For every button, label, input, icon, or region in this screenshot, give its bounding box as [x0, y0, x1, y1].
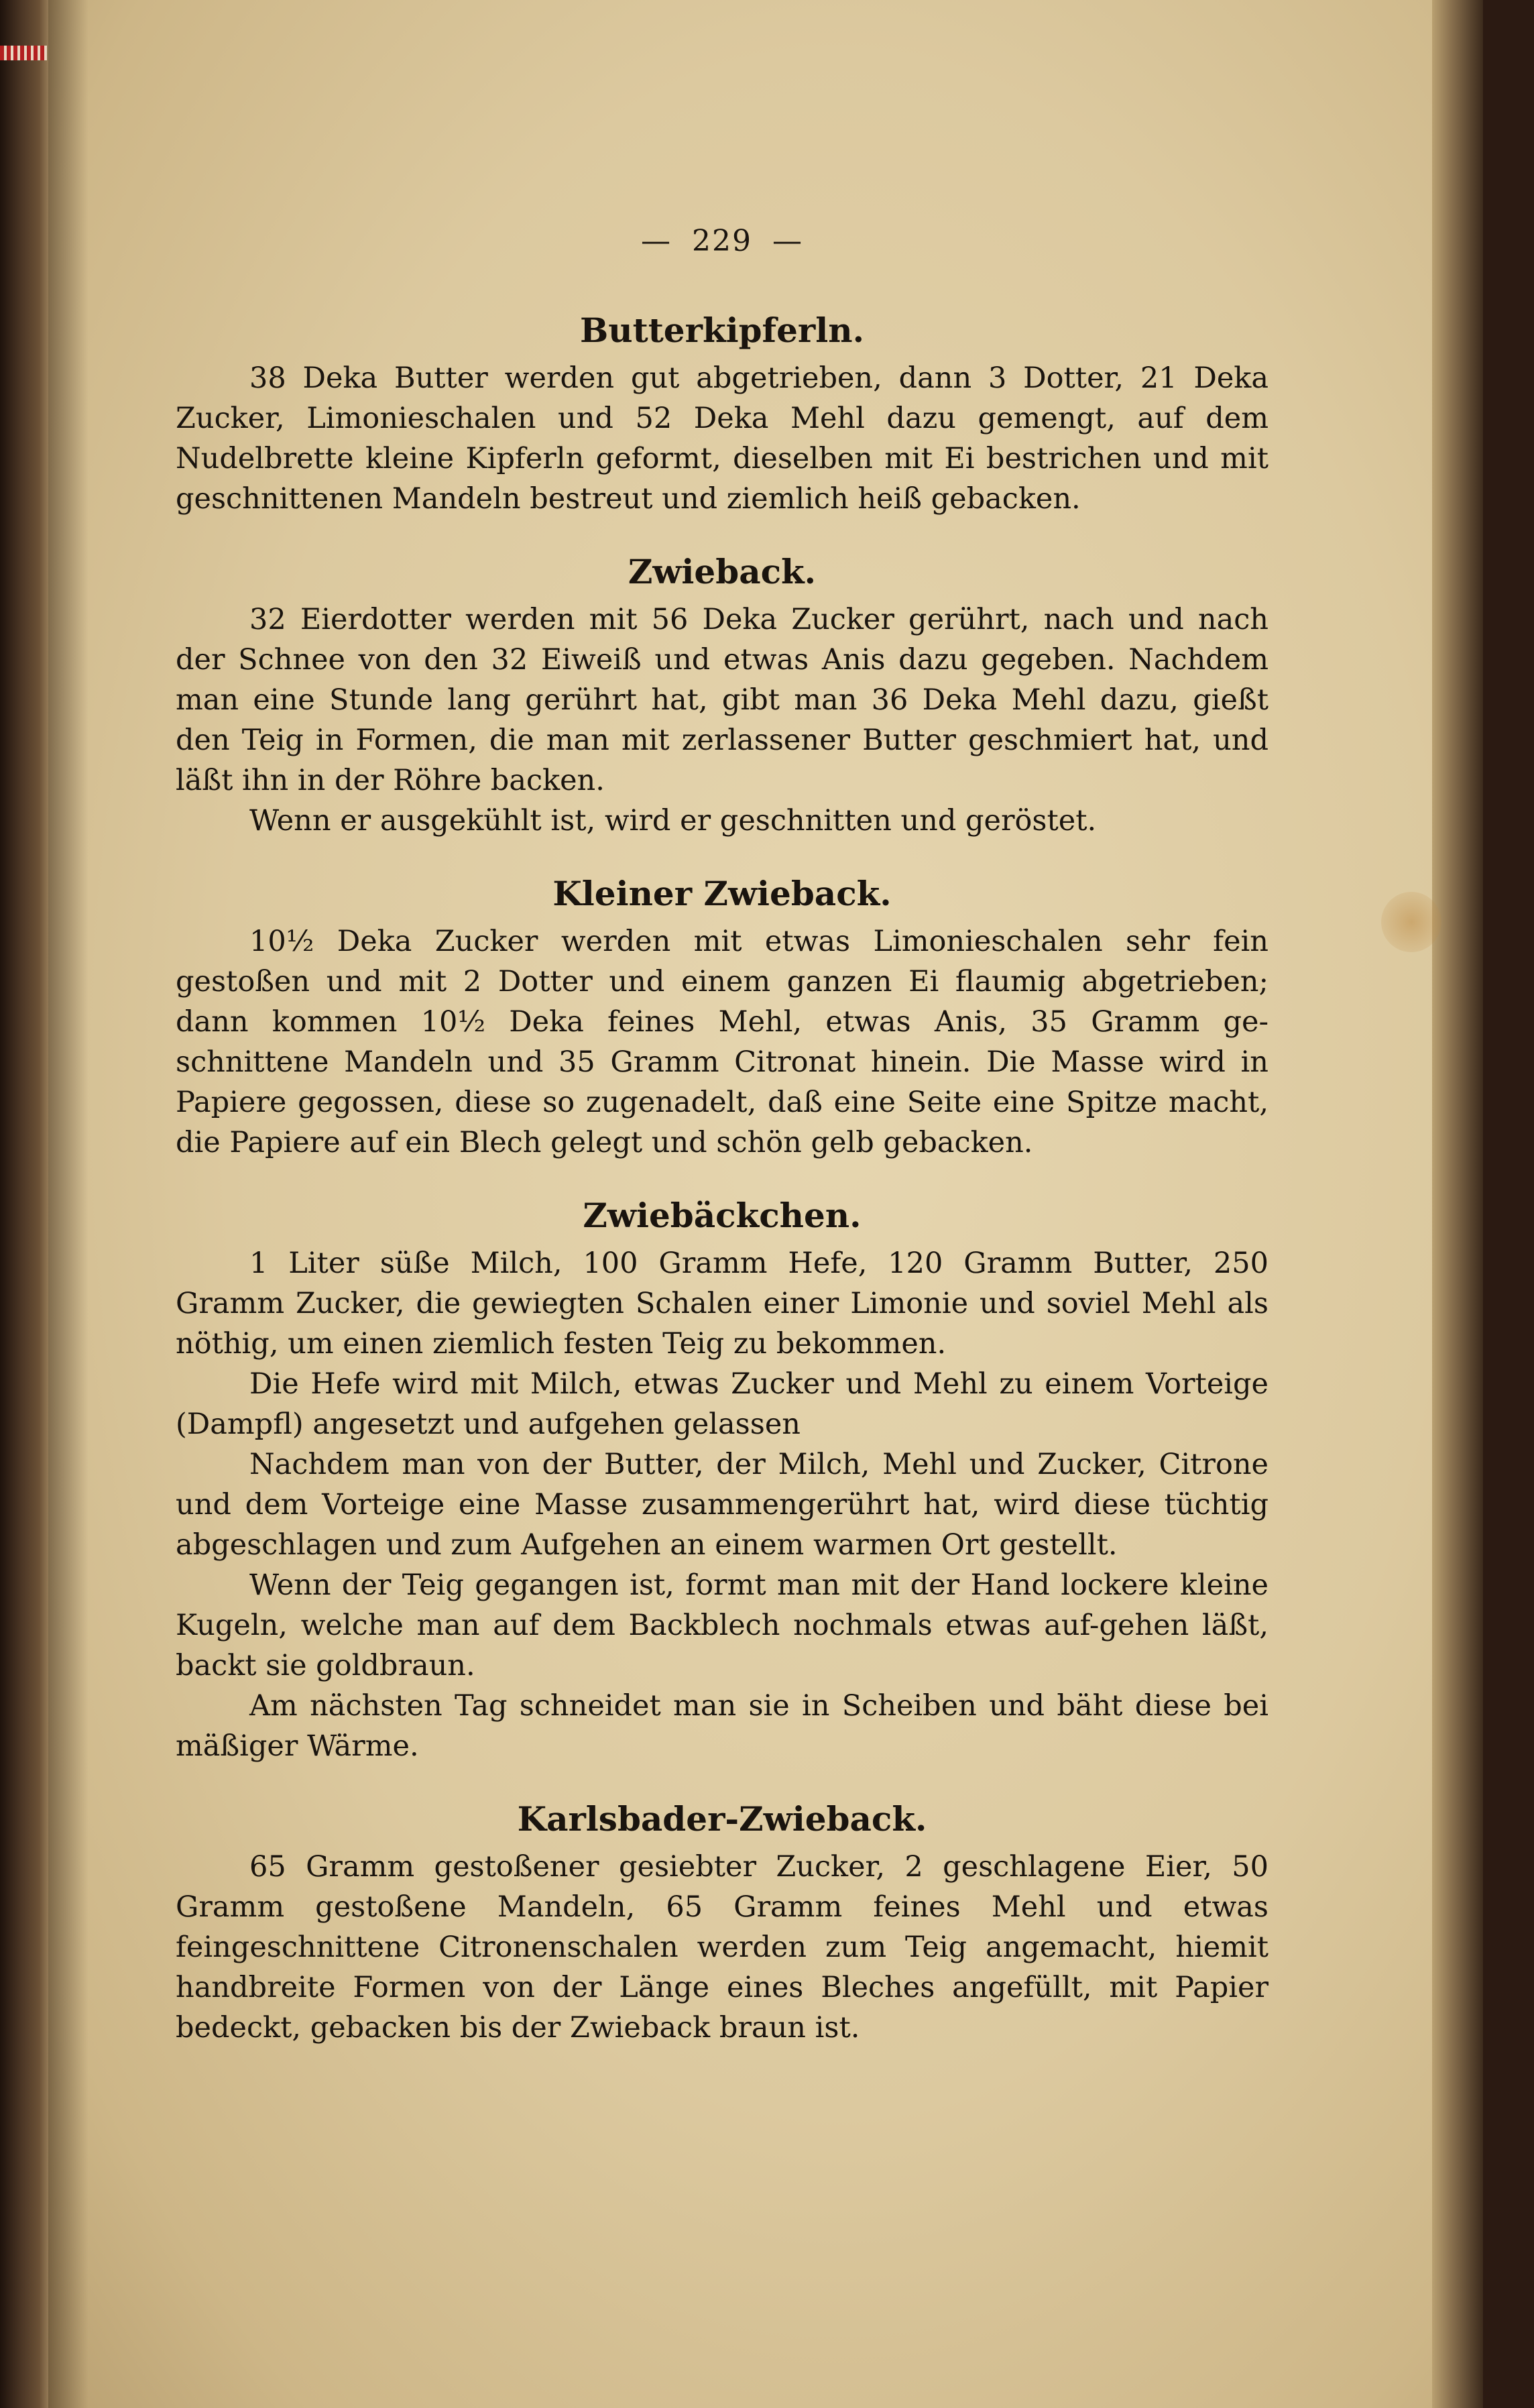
- recipe-kleiner-zwieback: [176, 872, 1268, 1163]
- recipe-butterkipferln: [176, 308, 1268, 519]
- recipe-title: Kleiner Zwieback.: [552, 874, 892, 913]
- recipe-title: Zwiebäckchen.: [583, 1196, 862, 1235]
- page-edge: [1432, 0, 1483, 2408]
- page-text: [176, 221, 1268, 2079]
- book-spine: [0, 0, 52, 2408]
- recipe-zwieback: [176, 550, 1268, 841]
- recipe-paragraph: Wenn er ausgekühlt ist, wird er geschnitten und geröstet.: [249, 804, 1097, 838]
- recipe-karlsbader-zwieback: [176, 1797, 1268, 2048]
- recipe-paragraph: 38 Deka Butter werden gut abgetrieben, dann 3 Dotter, 21 Deka Zucker, Limonieschalen und 52 Deka Mehl dazu gemengt, auf dem Nudelbrette kleine Kipferln geformt, dieselben mit Ei bestrichen und mit geschnittenen Mandeln bestreut und ziemlich heiß gebacken.: [176, 361, 1268, 516]
- spine-label-stripe: [0, 46, 47, 60]
- recipe-paragraph: 32 Eierdotter werden mit 56 Deka Zucker gerührt, nach und nach der Schnee von den 32 Eiweiß und etwas Anis dazu gegeben. Nachdem man eine Stunde lang gerührt hat, gibt man 36 Deka Mehl dazu, gießt den Teig in Formen, die man mit zerlassener Butter geschmiert hat, und läßt ihn in der Röhre backen.: [176, 603, 1268, 797]
- page-number: 229: [692, 224, 752, 258]
- recipe-title: Butterkipferln.: [580, 310, 864, 350]
- dash-right: —: [772, 224, 803, 258]
- recipe-paragraph: Nachdem man von der Butter, der Milch, Mehl und Zucker, Citrone und dem Vorteige eine Masse zusammengerührt hat, wird diese tüchtig abgeschlagen und zum Aufgehen an einem warmen Ort gestellt.: [176, 1448, 1268, 1562]
- recipe-paragraph: 10½ Deka Zucker werden mit etwas Limonieschalen sehr fein gestoßen und mit 2 Dotter und einem ganzen Ei flaumig abgetrieben; dann kommen 10½ Deka feines Mehl, etwas Anis, 35 Gramm ge-schnittene Mandeln und 35 Gramm Citronat hinein. Die Masse wird in Papiere gegossen, diese so zugenadelt, daß eine Seite eine Spitze macht, die Papiere auf ein Blech gelegt und schön gelb gebacken.: [176, 925, 1268, 1159]
- recipe-title: Zwieback.: [628, 552, 817, 591]
- recipe-title: Karlsbader-Zwieback.: [517, 1799, 927, 1839]
- gutter-shadow: [48, 0, 88, 2408]
- recipe-paragraph: 1 Liter süße Milch, 100 Gramm Hefe, 120 Gramm Butter, 250 Gramm Zucker, die gewiegten Schalen einer Limonie und soviel Mehl als nöthig, um einen ziemlich festen Teig zu bekommen.: [176, 1247, 1268, 1361]
- dash-left: —: [641, 224, 672, 258]
- page-number-line: [176, 221, 1268, 262]
- recipe-paragraph: Wenn der Teig gegangen ist, formt man mit der Hand lockere kleine Kugeln, welche man auf dem Backblech nochmals etwas auf-gehen läßt, backt sie goldbraun.: [176, 1568, 1268, 1682]
- recipe-paragraph: Am nächsten Tag schneidet man sie in Scheiben und bäht diese bei mäßiger Wärme.: [176, 1689, 1268, 1763]
- recipe-paragraph: Die Hefe wird mit Milch, etwas Zucker und Mehl zu einem Vorteige (Dampfl) angesetzt und aufgehen gelassen: [176, 1367, 1268, 1441]
- paper-stain: [1381, 892, 1441, 952]
- recipe-zwiebaeckchen: [176, 1194, 1268, 1766]
- recipe-paragraph: 65 Gramm gestoßener gesiebter Zucker, 2 geschlagene Eier, 50 Gramm gestoßene Mandeln, 65 Gramm feines Mehl und etwas feingeschnittene Citronenschalen werden zum Teig angemacht, hiemit handbreite Formen von der Länge eines Bleches angefüllt, mit Papier bedeckt, gebacken bis der Zwieback braun ist.: [176, 1850, 1268, 2045]
